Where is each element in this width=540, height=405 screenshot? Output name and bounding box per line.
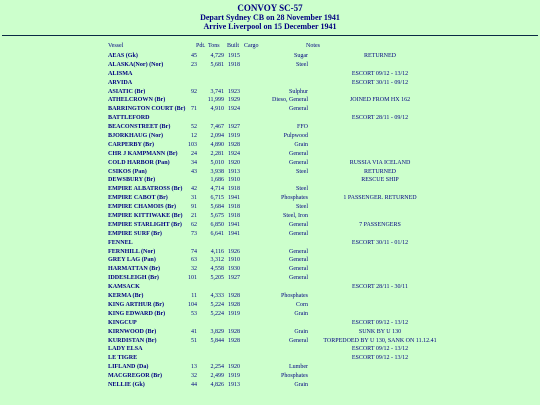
cell-built: 1910 xyxy=(228,177,240,184)
table-row xyxy=(0,61,540,70)
cell-built: 1918 xyxy=(228,213,240,220)
table-row xyxy=(0,212,540,221)
cell-vessel: CHR J KAMPMANN (Br) xyxy=(108,150,178,157)
cell-cargo: Dieso, General xyxy=(272,97,308,104)
cell-cargo: Phosphates xyxy=(281,195,308,202)
cell-vessel: NELLIE (Gk) xyxy=(108,381,145,388)
cell-vessel: LE TIGRE xyxy=(108,355,138,362)
cell-cargo: Grain xyxy=(294,328,308,335)
cell-vessel: EMPIRE CHAMOIS (Br) xyxy=(108,204,177,211)
cell-vessel: ATHELCROWN (Br) xyxy=(108,97,166,104)
cell-cargo: General xyxy=(289,337,308,344)
cell-vessel: EMPIRE SURF (Br) xyxy=(108,230,162,237)
cell-vessel: KIRNWOOD (Br) xyxy=(108,328,157,335)
cell-notes: RETURNED xyxy=(364,53,396,59)
cell-tons: 6,715 xyxy=(210,195,224,202)
cell-vessel: LIFLAND (Da) xyxy=(108,364,149,371)
table-row xyxy=(0,345,540,354)
table-row xyxy=(0,381,540,390)
cell-vessel: BARRINGTON COURT (Br) xyxy=(108,106,186,113)
cell-built: 1918 xyxy=(228,186,240,193)
table-row xyxy=(0,328,540,337)
cell-tons: 4,890 xyxy=(210,141,224,148)
cell-vessel: KAMSACK xyxy=(108,284,140,291)
cell-built: 1924 xyxy=(228,106,240,113)
table-row xyxy=(0,88,540,97)
cell-notes: 7 PASSENGERS xyxy=(359,221,401,228)
cell-built: 1928 xyxy=(228,301,240,308)
cell-vessel: KING EDWARD (Br) xyxy=(108,310,166,317)
cell-notes: ESCORT 09/12 - 13/12 xyxy=(351,346,409,353)
cell-pdt: 11 xyxy=(191,293,197,300)
table-row xyxy=(0,168,540,177)
cell-tons: 5,205 xyxy=(210,275,224,282)
convoy-title: CONVOY SC-57 xyxy=(237,3,303,13)
cell-notes: SUNK BY U 130 xyxy=(358,328,402,335)
cell-cargo: Grain xyxy=(294,381,308,388)
table-row xyxy=(0,239,540,248)
cell-built: 1928 xyxy=(228,337,240,344)
cell-tons: 3,741 xyxy=(210,88,224,95)
table-row xyxy=(0,132,540,141)
table-row xyxy=(0,256,540,265)
cell-pdt: 45 xyxy=(191,53,197,59)
cell-pdt: 51 xyxy=(191,337,197,344)
table-row xyxy=(0,319,540,328)
cell-pdt: 32 xyxy=(191,266,197,273)
col-cargo: Cargo xyxy=(244,43,259,49)
cell-vessel: ASIATIC (Br) xyxy=(108,88,146,95)
cell-pdt: 92 xyxy=(191,88,197,95)
cell-tons: 6,850 xyxy=(210,221,224,228)
table-row xyxy=(0,265,540,274)
cell-vessel: KERMA (Br) xyxy=(108,293,144,300)
cell-cargo: General xyxy=(289,275,308,282)
col-tons: Tons xyxy=(208,43,220,49)
convoy-table xyxy=(0,52,540,390)
table-row xyxy=(0,52,540,61)
depart-line: Depart Sydney CB on 28 November 1941 xyxy=(200,13,340,22)
table-row xyxy=(0,70,540,79)
cell-tons: 5,010 xyxy=(210,159,224,166)
cell-built: 1928 xyxy=(228,141,240,148)
header-divider xyxy=(2,35,538,36)
cell-tons: 5,681 xyxy=(210,61,224,68)
cell-pdt: 104 xyxy=(188,301,197,308)
table-row xyxy=(0,176,540,185)
cell-tons: 4,714 xyxy=(210,186,224,193)
cell-tons: 6,641 xyxy=(210,230,224,237)
cell-cargo: Steel, Iron xyxy=(283,213,308,220)
cell-tons: 5,844 xyxy=(210,337,224,344)
cell-built: 1918 xyxy=(228,61,240,68)
cell-vessel: CSIKOS (Pan) xyxy=(108,168,147,175)
cell-pdt: 52 xyxy=(191,124,197,131)
cell-vessel: DEWSBURY (Br) xyxy=(108,177,156,184)
cell-pdt: 63 xyxy=(191,257,197,264)
cell-pdt: 23 xyxy=(191,61,197,68)
table-row xyxy=(0,283,540,292)
cell-pdt: 21 xyxy=(191,213,197,220)
cell-cargo: Steel xyxy=(296,186,308,193)
cell-cargo: General xyxy=(289,248,308,255)
cell-pdt: 32 xyxy=(191,373,197,380)
cell-cargo: General xyxy=(289,266,308,273)
cell-tons: 4,910 xyxy=(210,106,224,113)
cell-cargo: Grain xyxy=(294,310,308,317)
table-row xyxy=(0,203,540,212)
cell-built: 1910 xyxy=(228,257,240,264)
cell-vessel: KINGCUP xyxy=(108,319,137,326)
cell-vessel: IDDESLEIGH (Br) xyxy=(108,275,159,282)
cell-vessel: EMPIRE KITTIWAKE (Br) xyxy=(108,213,183,220)
cell-pdt: 12 xyxy=(191,133,197,140)
cell-built: 1918 xyxy=(228,204,240,211)
cell-vessel: AEAS (Gk) xyxy=(108,53,138,59)
table-row xyxy=(0,301,540,310)
cell-cargo: General xyxy=(289,106,308,113)
cell-built: 1923 xyxy=(228,88,240,95)
cell-vessel: BATTLEFORD xyxy=(108,115,150,122)
cell-vessel: LADY ELSA xyxy=(108,346,143,353)
cell-vessel: BJORKHAUG (Nor) xyxy=(108,133,164,140)
cell-pdt: 101 xyxy=(188,275,197,282)
cell-tons: 11,999 xyxy=(207,97,224,104)
cell-built: 1920 xyxy=(228,159,240,166)
cell-cargo: General xyxy=(289,159,308,166)
cell-notes: JOINED FROM HX 162 xyxy=(349,97,411,104)
cell-built: 1913 xyxy=(228,168,240,175)
table-row xyxy=(0,150,540,159)
table-row xyxy=(0,248,540,257)
cell-pdt: 31 xyxy=(191,195,197,202)
cell-notes: RESCUE SHIP xyxy=(361,177,399,184)
cell-built: 1941 xyxy=(228,195,240,202)
cell-cargo: Grain xyxy=(294,141,308,148)
arrive-line: Arrive Liverpool on 15 December 1941 xyxy=(203,22,337,31)
cell-built: 1920 xyxy=(228,364,240,371)
table-row xyxy=(0,141,540,150)
table-row xyxy=(0,114,540,123)
cell-built: 1919 xyxy=(228,133,240,140)
cell-built: 1927 xyxy=(228,275,240,282)
cell-tons: 4,558 xyxy=(210,266,224,273)
cell-pdt: 62 xyxy=(191,221,197,228)
col-pdt: Pdt. xyxy=(196,43,206,49)
cell-vessel: EMPIRE ALBATROSS (Br) xyxy=(108,186,183,193)
cell-pdt: 103 xyxy=(188,141,197,148)
cell-cargo: Corn xyxy=(296,301,308,308)
cell-cargo: Pulpwood xyxy=(283,133,308,140)
cell-tons: 5,224 xyxy=(210,310,224,317)
cell-vessel: FENNEL xyxy=(108,239,133,246)
cell-tons: 1,686 xyxy=(210,177,224,184)
cell-notes: ESCORT 28/11 - 30/11 xyxy=(352,284,408,291)
col-built: Built xyxy=(227,43,240,49)
cell-built: 1928 xyxy=(228,293,240,300)
cell-cargo: Phosphates xyxy=(281,293,308,300)
cell-vessel: GREY LAG (Pan) xyxy=(108,257,156,264)
cell-vessel: ALISMA xyxy=(108,70,133,77)
cell-tons: 2,254 xyxy=(210,364,224,371)
cell-vessel: BEACONSTREET (Br) xyxy=(108,124,171,131)
cell-built: 1919 xyxy=(228,310,240,317)
cell-vessel: FERNHILL (Nor) xyxy=(108,248,156,255)
cell-pdt: 71 xyxy=(191,106,197,113)
cell-pdt: 44 xyxy=(191,381,197,388)
table-row xyxy=(0,79,540,88)
table-row xyxy=(0,221,540,230)
cell-notes: ESCORT 09/12 - 13/12 xyxy=(351,355,409,362)
cell-vessel: ARVIDA xyxy=(108,79,133,86)
table-row xyxy=(0,292,540,301)
table-row xyxy=(0,185,540,194)
cell-tons: 5,675 xyxy=(210,213,224,220)
cell-pdt: 43 xyxy=(191,168,197,175)
cell-tons: 4,333 xyxy=(210,293,224,300)
cell-cargo: Phosphates xyxy=(281,373,308,380)
cell-notes: ESCORT 09/12 - 13/12 xyxy=(351,319,409,326)
cell-vessel: KING ARTHUR (Br) xyxy=(108,301,164,308)
cell-tons: 3,829 xyxy=(210,328,224,335)
cell-tons: 3,312 xyxy=(210,257,224,264)
table-row xyxy=(0,123,540,132)
cell-vessel: COLD HARBOR (Pan) xyxy=(108,159,170,166)
cell-tons: 2,281 xyxy=(210,150,224,157)
cell-tons: 2,094 xyxy=(210,133,224,140)
table-row xyxy=(0,194,540,203)
cell-tons: 5,224 xyxy=(210,301,224,308)
cell-built: 1930 xyxy=(228,266,240,273)
cell-tons: 4,116 xyxy=(210,248,224,255)
cell-vessel: ALASKA(Nor) (Nor) xyxy=(108,61,164,68)
cell-cargo: General xyxy=(289,230,308,237)
cell-tons: 4,729 xyxy=(210,53,224,59)
cell-notes: ESCORT 30/11 - 09/12 xyxy=(351,79,409,86)
cell-pdt: 41 xyxy=(191,328,197,335)
cell-built: 1941 xyxy=(228,221,240,228)
cell-pdt: 53 xyxy=(191,310,197,317)
cell-notes: RUSSIA VIA ICELAND xyxy=(349,159,411,166)
cell-built: 1926 xyxy=(228,248,240,255)
cell-cargo: FFO xyxy=(296,124,308,131)
cell-notes: ESCORT 30/11 - 01/12 xyxy=(351,239,409,246)
table-row xyxy=(0,159,540,168)
cell-notes: 1 PASSENGER. RETURNED xyxy=(343,195,417,202)
cell-notes: ESCORT 28/11 - 09/12 xyxy=(351,115,409,122)
table-row xyxy=(0,105,540,114)
cell-tons: 2,499 xyxy=(210,373,224,380)
table-row xyxy=(0,310,540,319)
cell-built: 1919 xyxy=(228,373,240,380)
cell-cargo: General xyxy=(289,257,308,264)
cell-cargo: Steel xyxy=(296,61,308,68)
cell-cargo: General xyxy=(289,221,308,228)
cell-built: 1924 xyxy=(228,150,240,157)
cell-cargo: Sulphur xyxy=(288,88,308,95)
table-row xyxy=(0,354,540,363)
col-notes: Notes xyxy=(306,43,320,49)
cell-notes: RETURNED xyxy=(364,168,396,175)
cell-pdt: 34 xyxy=(191,159,197,166)
cell-pdt: 74 xyxy=(191,248,197,255)
cell-built: 1929 xyxy=(228,97,240,104)
col-vessel: Vessel xyxy=(108,43,124,49)
cell-vessel: EMPIRE STARLIGHT (Br) xyxy=(108,221,182,228)
table-row xyxy=(0,337,540,346)
table-row xyxy=(0,274,540,283)
cell-tons: 7,467 xyxy=(210,124,224,131)
table-row xyxy=(0,96,540,105)
cell-tons: 3,938 xyxy=(210,168,224,175)
cell-built: 1913 xyxy=(228,381,240,388)
cell-pdt: 73 xyxy=(191,230,197,237)
cell-vessel: CARPERBY (Br) xyxy=(108,141,154,148)
cell-built: 1928 xyxy=(228,328,240,335)
cell-cargo: Steel xyxy=(296,168,308,175)
cell-tons: 4,826 xyxy=(210,381,224,388)
table-row xyxy=(0,372,540,381)
cell-cargo: Steel xyxy=(296,204,308,211)
cell-pdt: 91 xyxy=(191,204,197,211)
table-row xyxy=(0,363,540,372)
cell-pdt: 24 xyxy=(191,150,197,157)
cell-pdt: 13 xyxy=(191,364,197,371)
cell-vessel: EMPIRE CABOT (Br) xyxy=(108,195,168,202)
cell-tons: 5,684 xyxy=(210,204,224,211)
cell-notes: ESCORT 09/12 - 13/12 xyxy=(351,70,409,77)
cell-vessel: KURDISTAN (Br) xyxy=(108,337,157,344)
cell-cargo: General xyxy=(289,150,308,157)
cell-pdt: 42 xyxy=(191,186,197,193)
table-row xyxy=(0,230,540,239)
cell-vessel: MACGREGOR (Br) xyxy=(108,373,162,380)
cell-cargo: Lumber xyxy=(289,364,308,371)
cell-built: 1927 xyxy=(228,124,240,131)
cell-notes: TORPEDOED BY U 130, SANK ON 11.12.41 xyxy=(323,337,437,344)
cell-cargo: Sugar xyxy=(294,53,308,59)
cell-vessel: HARMATTAN (Br) xyxy=(108,266,161,273)
cell-built: 1915 xyxy=(228,53,240,59)
cell-built: 1941 xyxy=(228,230,240,237)
